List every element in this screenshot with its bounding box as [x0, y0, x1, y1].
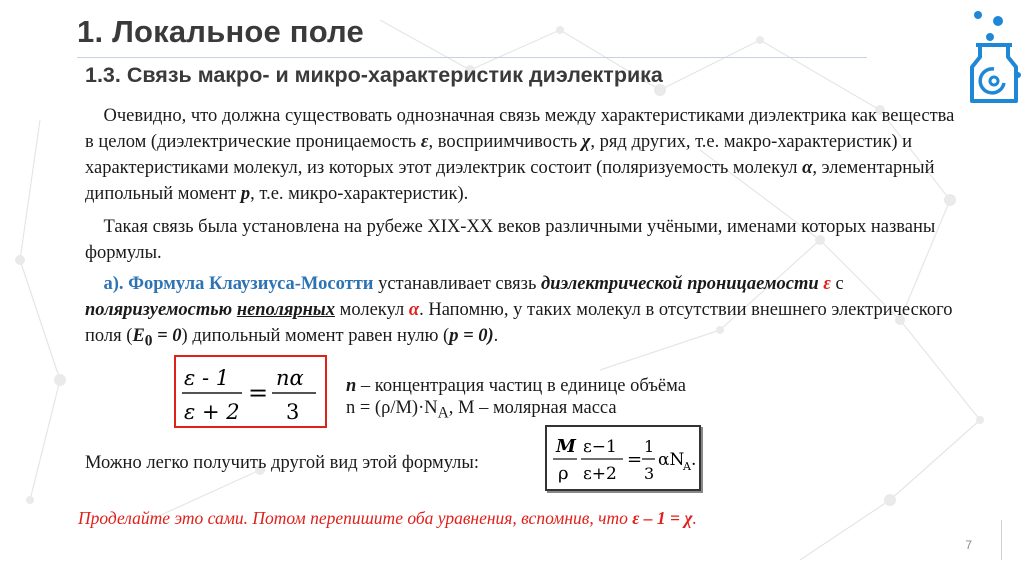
text-span: .: [692, 508, 697, 528]
paragraph-history: [85, 214, 965, 266]
symbol-p: p: [240, 184, 251, 204]
symbol-alpha: α: [802, 158, 813, 178]
task-instruction: [78, 508, 697, 529]
note-molar-mass: [346, 397, 617, 425]
slide-subtitle: 1.3. Связь макро- и микро-характеристик диэлектрика: [85, 63, 663, 87]
formula-numerator-left: ε - 1: [184, 366, 230, 390]
formula-equals: =: [248, 379, 269, 407]
subscript: 0: [144, 332, 153, 350]
text-span: , т.е. микро-характеристик).: [250, 184, 469, 204]
term-permittivity: диэлектрической проницаемости: [541, 274, 819, 294]
text-span: , элементарный дипольный момент: [85, 158, 935, 204]
term-polarizability: поляризуемостью: [85, 300, 233, 320]
flask-logo-icon: [958, 5, 1024, 115]
formula-one: 1: [644, 437, 655, 456]
formula-denominator-left: ε + 2: [184, 400, 240, 424]
formula-numerator: ε−1: [583, 437, 617, 457]
text-span: ) дипольный момент равен нулю (: [181, 326, 450, 346]
page-number: 7: [965, 538, 972, 552]
formula-clausius-mossotti: [174, 355, 327, 428]
text-span: , ряд других, т.е. макро-характеристик) и характеристиками молекул, из которых этот диэлектрик состоит (поляризуемость молекул: [85, 132, 913, 178]
symbol-alpha: α: [408, 300, 420, 320]
text-span: Очевидно, что должна существовать однозначная связь между характеристиками диэлектрика как вещества в целом (диэлектрические проницаемость: [85, 106, 955, 152]
text-span: – концентрация частиц в единице объёма: [356, 376, 686, 396]
value: = 0: [152, 326, 182, 346]
text-span: n = (ρ/M)·N: [346, 398, 438, 418]
paragraph-intro: [85, 103, 965, 207]
formula-numerator-right: nα: [276, 366, 304, 390]
slide-title: 1. Локальное поле: [77, 14, 364, 49]
text-span: . Напомню, у таких молекул в отсутствии внешнего электрического поля (: [85, 300, 953, 346]
formula-denominator: ε+2: [583, 464, 617, 484]
symbol-epsilon: ε: [420, 132, 429, 152]
formula-dot: .: [691, 450, 697, 470]
footer-divider: [1001, 520, 1002, 560]
symbol-e0: E: [132, 326, 145, 346]
formula-three: 3: [644, 464, 655, 483]
paragraph-clausius-mossotti: [85, 271, 965, 355]
text-span: Проделайте это сами. Потом перепишите оба уравнения, вспомнив, что: [78, 508, 633, 528]
formula-rho: ρ: [558, 463, 569, 484]
symbol-epsilon: ε: [818, 274, 831, 294]
formula-m: M: [556, 436, 576, 457]
term-nonpolar: неполярных: [236, 300, 336, 320]
symbol-p0: p = 0): [449, 326, 494, 346]
paragraph-alternative-form: Можно легко получить другой вид этой формулы:: [85, 453, 479, 473]
formula-equals: =: [627, 449, 643, 470]
subscript: A: [437, 404, 449, 422]
text-span: с: [830, 274, 844, 294]
formula-subscript-a: A: [683, 460, 691, 473]
relation-epsilon-chi: ε – 1 = χ: [632, 508, 693, 528]
title-divider: [77, 57, 867, 58]
formula-name: а). Формула Клаузиуса-Мосотти: [103, 274, 374, 294]
text-span: устанавливает связь: [373, 274, 542, 294]
note-concentration: [346, 375, 686, 397]
text-span: , M – молярная масса: [448, 398, 617, 418]
formula-alpha-na: αN: [658, 450, 685, 470]
text-span: Такая связь была установлена на рубеже XIX-XX веков различными учёными, именами которых названы формулы.: [85, 217, 936, 263]
text-span: молекул: [335, 300, 409, 320]
symbol-n: n: [346, 376, 357, 396]
formula-denominator-right: 3: [286, 400, 300, 424]
text-span: .: [493, 326, 499, 346]
text-span: , восприимчивость: [428, 132, 582, 152]
formula-molar-form: [545, 425, 701, 491]
symbol-chi: χ: [581, 132, 591, 152]
